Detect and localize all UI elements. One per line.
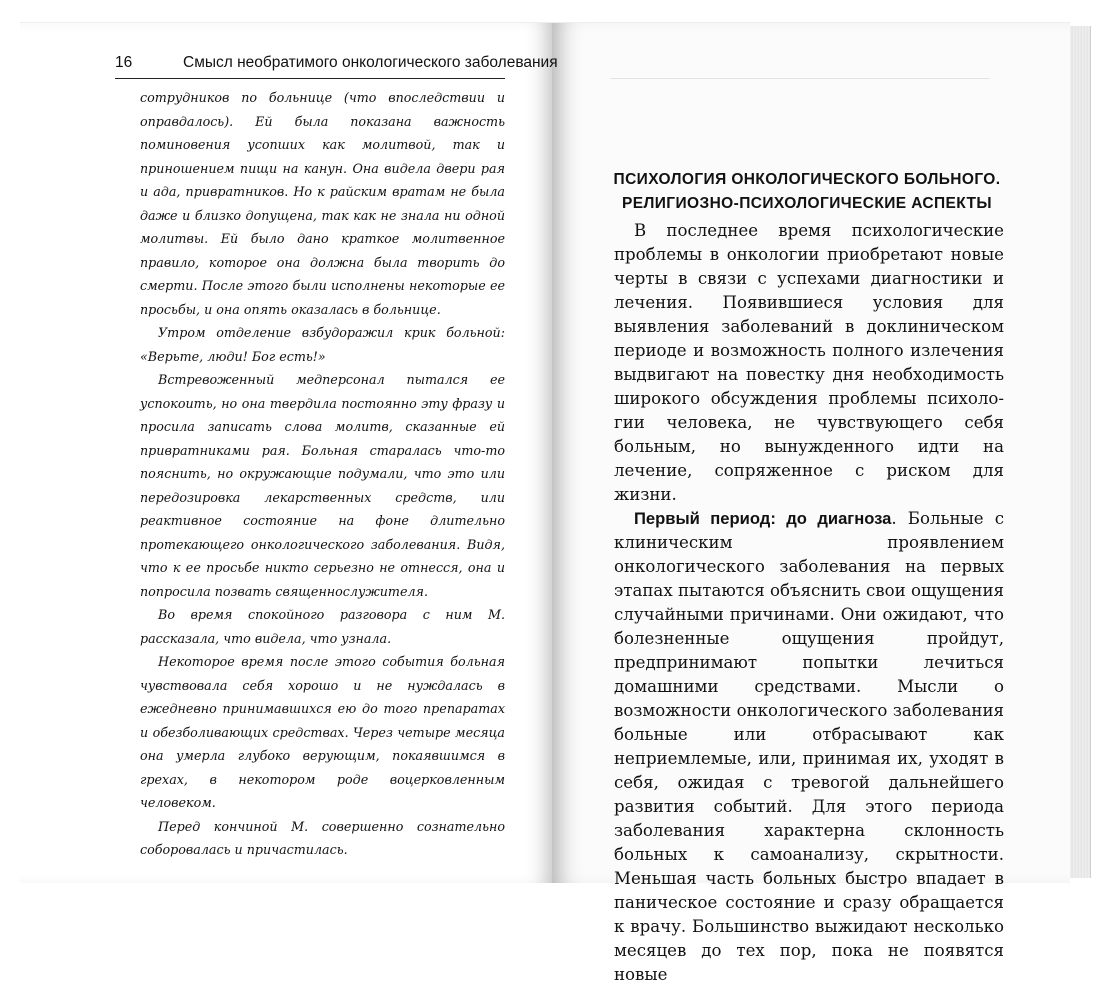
page-number: 16 (115, 54, 133, 71)
section-heading (612, 168, 1002, 216)
paragraph: Перед кончиной М. совершенно сознательно соборовалась и причастилась. (140, 818, 505, 857)
paragraph: сотрудников по больнице (что впоследствии и оправдалось). Ей была показана важность поминовения усопших как молитвой, так и приношением пищи на канун. Она видела двери рая и ада, привратников. Но к райским вратам не была даже и близко допущена, так как не знала ни одной молитвы. Ей было дано краткое молитвенное правило, которое она должна была творить до смерти. После этого были исполнены некоторые ее просьбы, и она опять оказалась в больнице. (140, 90, 505, 317)
paragraph: Утром отделение взбудоражил крик больной: «Верьте, люди! Бог есть!» (140, 325, 505, 364)
paragraph: В последнее время психологические проблемы в онкологии приобретают новые черты в связи с успехами диагностики и лечения. Появившиеся условия для выявления заболеваний в доклиническом периоде и возможность полного излечения выдвигают на повестку дня необходимость широкого обсуждения проблемы психологии человека, не чувствующего себя больным, но вынужденного идти на лечение, сопряженное с риском для жизни. (614, 221, 1004, 504)
section-heading-line-1: ПСИХОЛОГИЯ ОНКОЛОГИЧЕСКОГО БОЛЬНОГО. (613, 171, 1001, 188)
page-edges (1070, 26, 1091, 878)
running-title: Смысл необратимого онкологического заболевания (183, 54, 558, 71)
paragraph: Во время спокойного разговора с ним М. рассказала, что видела, что узнала. (140, 607, 505, 646)
paragraph: Некоторое время после этого события больная чувствовала себя хорошо и не нуждалась в ежедневно принимавшихся ею до того препаратах и обезболивающих средствах. Через четыре месяца она умерла глубоко верующим, покаявшимся в грехах, в некотором роде воцерковленным человеком. (140, 654, 505, 810)
paragraph-text: . Больные с клиническим проявлением онкологического заболевания на первых этапах пытаются объяснить свои ощущения случайными причинами. Они ожидают, что болезненные ощущения пройдут, предпринимают попытки лечиться домашними средствами. Мысли о возможности онкологического заболевания больные или отбрасывают как неприемлемые, или, принимая их, уходят в себя, ожидая с тревогой дальнейшего развития событий. Для этого периода заболевания характерна склонность больных к самоанализу, скрытности. Меньшая часть больных быстро впадает в паническое состояние и сразу обращается к врачу. Большинство выжидают несколько месяцев до тех пор, пока не появятся новые (614, 509, 1004, 984)
section-heading-line-2: РЕЛИГИОЗНО-ПСИХОЛОГИЧЕСКИЕ АСПЕКТЫ (622, 195, 992, 212)
left-page-body (140, 86, 505, 862)
header-rule (115, 78, 505, 79)
show-through-rule (610, 78, 990, 79)
right-page-body (614, 219, 1004, 987)
paragraph (614, 507, 1004, 987)
run-in-heading: Первый период: до диагноза (634, 509, 892, 528)
paragraph: Встревоженный медперсонал пытался ее успокоить, но она твердила постоянно эту фразу и просила записать слова молитв, сказанные ей привратниками рая. Больная старалась что-то пояснить, но окружающие подумали, что это или передозировка лекарственных средств, или реактивное состояние на фоне длительно протекающего онкологического заболевания. Видя, что к ее просьбе никто серьезно не отнесся, она и попросила позвать священнослужителя. (140, 372, 505, 599)
